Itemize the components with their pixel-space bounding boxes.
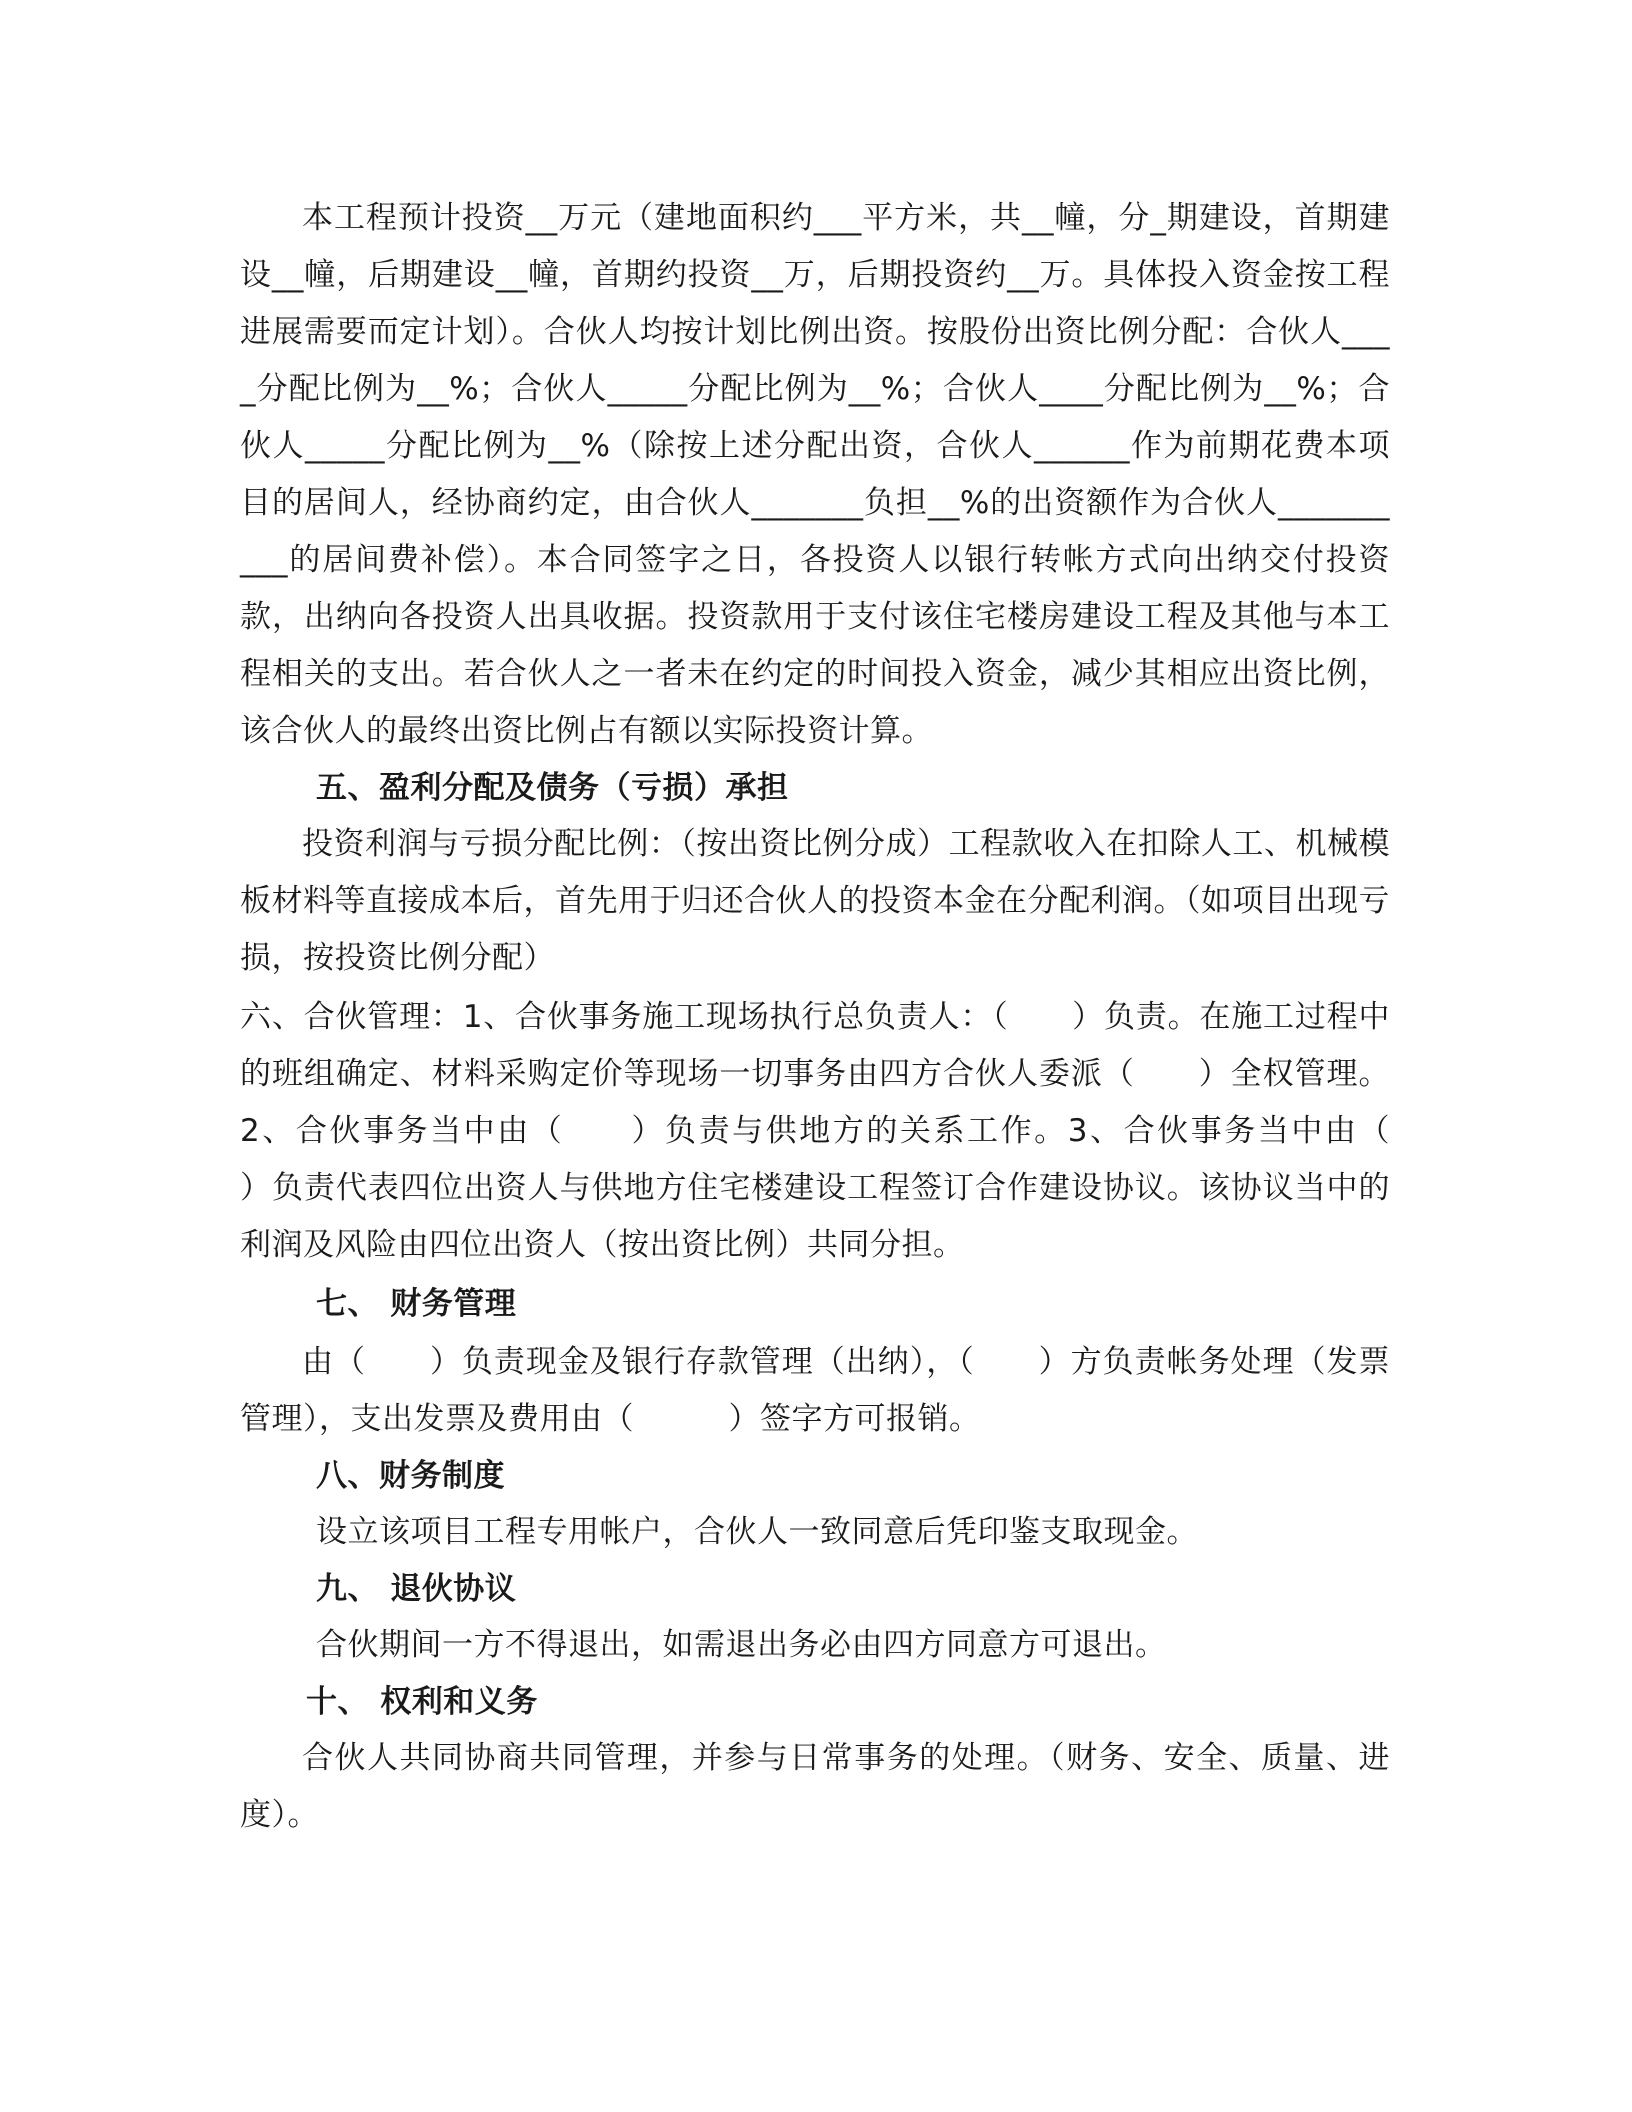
section-5-paragraph: 投资利润与亏损分配比例：（按出资比例分成）工程款收入在扣除人工、机械模板材料等直接成本后，首先用于归还合伙人的投资本金在分配利润。（如项目出现亏损，按投资比例分配） <box>240 826 1390 976</box>
section-7-paragraph: 由（ ）负责现金及银行存款管理（出纳），（ ）方负责帐务处理（发票管理），支出发票及费用由（ ）签字方可报销。 <box>240 1344 1390 1437</box>
section-7-heading: 七、 财务管理 <box>316 1286 517 1322</box>
section-8-paragraph: 设立该项目工程专用帐户，合伙人一致同意后凭印鉴支取现金。 <box>316 1514 1198 1550</box>
section-10-heading: 十、 权利和义务 <box>306 1684 538 1720</box>
section-9-heading: 九、 退伙协议 <box>316 1571 517 1607</box>
investment-paragraph: 本工程预计投资__万元（建地面积约___平方米，共__幢，分_期建设，首期建设__幢，后期建设__幢，首期约投资__万，后期投资约__万。具体投入资金按工程进展需要而定计划）。合伙人均按计划比例出资。按股份出资比例分配：合伙人____分配比例为__%；合伙人_____分配比例为__%；合伙人____分配比例为__%；合伙人_____分配比例为__%（除按上述分配出资，合伙人______作为前期花费本项目的居间人，经协商约定，由合伙人_______负担__%的出资额作为合伙人__________的居间费补偿）。本合同签字之日，各投资人以银行转帐方式向出纳交付投资款，出纳向各投资人出具收据。投资款用于支付该住宅楼房建设工程及其他与本工程相关的支出。若合伙人之一者未在约定的时间投入资金，减少其相应出资比例，该合伙人的最终出资比例占有额以实际投资计算。 <box>240 200 1390 749</box>
section-5-heading: 五、盈利分配及债务（亏损）承担 <box>316 770 789 806</box>
section-9-paragraph: 合伙期间一方不得退出，如需退出务必由四方同意方可退出。 <box>316 1627 1167 1663</box>
document-page <box>240 190 1453 1844</box>
section-8-heading: 八、财务制度 <box>316 1458 505 1494</box>
section-10-paragraph: 合伙人共同协商共同管理，并参与日常事务的处理。（财务、安全、质量、进度）。 <box>240 1740 1390 1833</box>
section-6-paragraph: 六、合伙管理：1、合伙事务施工现场执行总负责人：（ ）负责。在施工过程中的班组确定、材料采购定价等现场一切事务由四方合伙人委派（ ）全权管理。2、合伙事务当中由（ ）负责与供地方的关系工作。3、合伙事务当中由（ ）负责代表四位出资人与供地方住宅楼建设工程签订合作建设协议。该协议当中的利润及风险由四位出资人（按出资比例）共同分担。 <box>240 999 1453 1263</box>
